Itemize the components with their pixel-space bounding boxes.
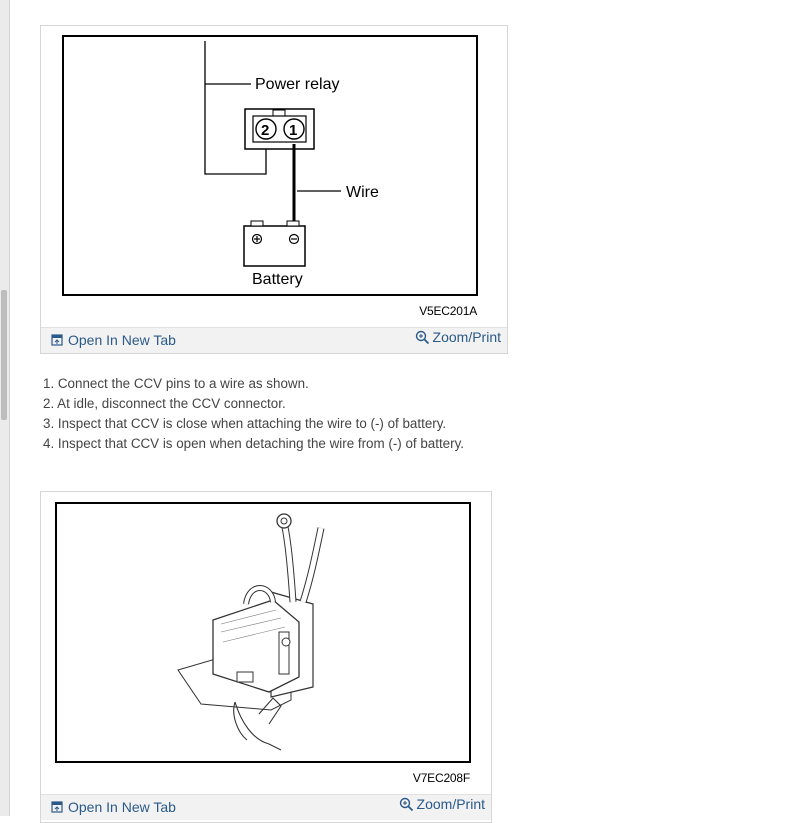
- instruction-steps: [43, 374, 464, 454]
- zoom-print-label: Zoom/Print: [432, 329, 501, 345]
- figure-power-relay: [40, 25, 508, 354]
- open-in-new-tab-label: Open In New Tab: [68, 332, 176, 348]
- svg-text:1: 1: [289, 122, 298, 139]
- svg-text:2: 2: [261, 122, 270, 139]
- step-3: 3. Inspect that CCV is close when attaching the wire to (-) of battery.: [43, 416, 447, 431]
- figure-toolbar: [41, 794, 491, 820]
- step-1: 1. Connect the CCV pins to a wire as shown.: [43, 376, 309, 391]
- zoom-icon: [415, 330, 430, 345]
- zoom-icon: [399, 797, 414, 812]
- ccv-link[interactable]: CCV: [133, 376, 163, 391]
- open-in-new-tab-icon: [51, 334, 63, 346]
- battery-label: Battery: [252, 271, 303, 288]
- left-scrollbar[interactable]: [0, 0, 10, 816]
- ccv-component-illustration: [41, 492, 491, 792]
- step-4: 4. Inspect that CCV is open when detaching the wire from (-) of battery.: [43, 436, 465, 451]
- zoom-print-button[interactable]: [415, 329, 501, 345]
- zoom-print-label: Zoom/Print: [416, 796, 485, 812]
- scrollbar-thumb[interactable]: [1, 290, 7, 420]
- figure-ccv-component: [40, 491, 492, 823]
- open-in-new-tab-button[interactable]: [51, 332, 176, 348]
- open-in-new-tab-icon: [51, 801, 63, 813]
- open-in-new-tab-label: Open In New Tab: [68, 799, 176, 815]
- zoom-print-button[interactable]: [399, 796, 485, 812]
- open-in-new-tab-button[interactable]: [51, 799, 176, 815]
- battery-symbol: [244, 226, 305, 266]
- step-2: 2. At idle, disconnect the CCV connector.: [43, 396, 286, 411]
- figure-code: V7EC208F: [412, 771, 470, 785]
- power-relay-label: Power relay: [255, 76, 340, 93]
- figure-toolbar: [41, 327, 507, 353]
- power-relay-diagram: [41, 26, 507, 326]
- wire-label: Wire: [346, 184, 379, 201]
- figure-code: V5EC201A: [419, 304, 477, 318]
